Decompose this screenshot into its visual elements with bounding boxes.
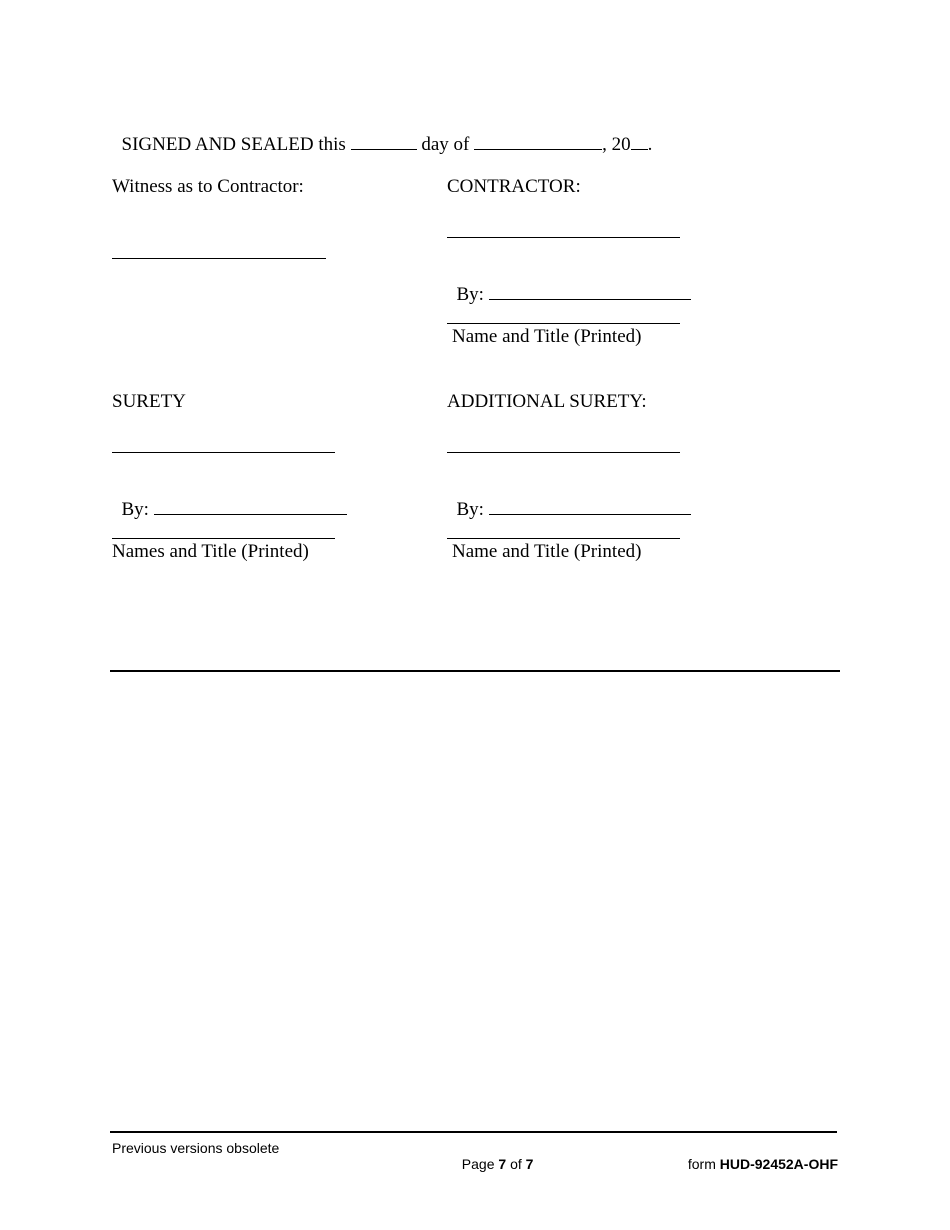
surety-name-title-caption: Names and Title (Printed) — [112, 541, 309, 562]
surety-name-line[interactable] — [112, 452, 335, 453]
footer-form-id — [680, 1140, 838, 1172]
contractor-by-row — [447, 262, 691, 306]
year-prefix: , 20 — [602, 134, 631, 155]
signed-sealed-prefix: SIGNED AND SEALED this — [121, 134, 346, 155]
additional-surety-label: ADDITIONAL SURETY: — [447, 391, 647, 412]
contractor-by-blank[interactable] — [489, 284, 691, 300]
form-prefix: form — [687, 1156, 716, 1172]
witness-label: Witness as to Contractor: — [112, 176, 304, 197]
footer-left-text: Previous versions obsolete — [112, 1140, 280, 1156]
page-current: 7 — [498, 1156, 507, 1172]
day-blank[interactable] — [351, 134, 417, 150]
footer-rule — [110, 1131, 837, 1133]
surety-name-title-line[interactable] — [112, 538, 335, 539]
contractor-by-label: By: — [456, 284, 484, 305]
year-blank[interactable] — [631, 134, 648, 150]
contractor-label: CONTRACTOR: — [447, 176, 581, 197]
signed-sealed-line — [112, 112, 652, 156]
surety-by-row — [112, 477, 347, 521]
page-prefix: Page — [461, 1156, 495, 1172]
additional-surety-name-line[interactable] — [447, 452, 680, 453]
additional-surety-by-label: By: — [456, 499, 484, 520]
section-divider — [110, 670, 840, 672]
page-of: of — [510, 1156, 522, 1172]
signed-sealed-suffix: . — [647, 134, 653, 155]
additional-surety-name-title-caption: Name and Title (Printed) — [452, 541, 642, 562]
witness-signature-line[interactable] — [112, 258, 326, 259]
day-of-text: day of — [421, 134, 470, 155]
contractor-name-title-line[interactable] — [447, 323, 680, 324]
month-blank[interactable] — [474, 134, 602, 150]
surety-by-blank[interactable] — [154, 499, 347, 515]
contractor-name-line[interactable] — [447, 237, 680, 238]
page-total: 7 — [525, 1156, 534, 1172]
footer-page-number — [454, 1140, 533, 1172]
additional-surety-by-row — [447, 477, 691, 521]
additional-surety-by-blank[interactable] — [489, 499, 691, 515]
surety-label: SURETY — [112, 391, 186, 412]
surety-by-label: By: — [121, 499, 149, 520]
additional-surety-name-title-line[interactable] — [447, 538, 680, 539]
contractor-name-title-caption: Name and Title (Printed) — [452, 326, 642, 347]
form-id: HUD-92452A-OHF — [719, 1156, 838, 1172]
